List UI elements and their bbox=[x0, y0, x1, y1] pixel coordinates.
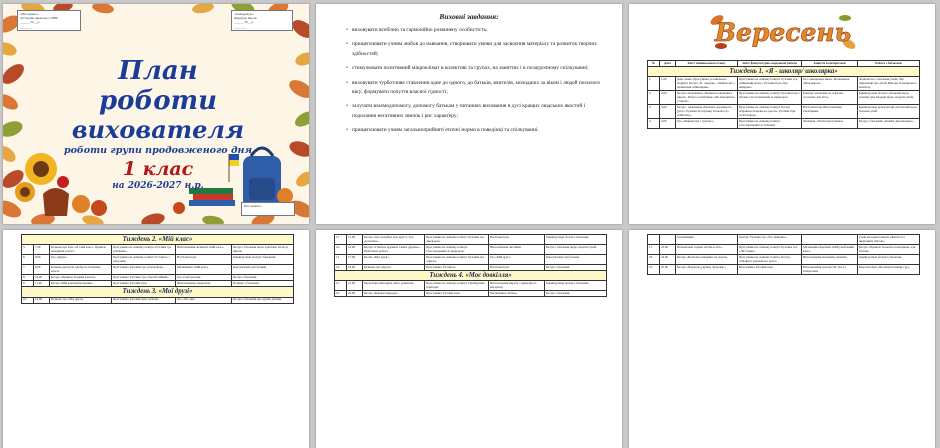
slide-week4[interactable] bbox=[316, 230, 622, 448]
cell: Прогулянка на свіжому повітрі. Естафета з обручами. bbox=[112, 255, 176, 265]
slide-september[interactable] bbox=[629, 4, 935, 224]
cell: Бесіда «Бережи природу». bbox=[363, 291, 425, 297]
cell: 12. bbox=[335, 245, 347, 255]
cell: Виготовлення гри-жестів. Гра за інтересами. bbox=[802, 265, 858, 275]
cell: Бесіда «Подорож у країну Здоров'я». bbox=[676, 265, 738, 275]
september-plan-table bbox=[647, 60, 920, 129]
cell: Прогулянка на свіжому повітрі. Спостереження за природою. bbox=[425, 245, 489, 255]
cell: 10.09 bbox=[34, 275, 50, 281]
table-row bbox=[648, 245, 920, 255]
stamp-right-line: ________ bbox=[234, 24, 247, 29]
week-title: Тиждень 1. «Я - школяр/ школярка» bbox=[648, 67, 920, 77]
week-title: Тиждень 2. «Мій клас» bbox=[22, 235, 294, 245]
table-row bbox=[648, 105, 920, 119]
cell: 5. bbox=[22, 245, 34, 255]
cell: Прогулянка. Естафета. bbox=[425, 265, 489, 271]
table-row bbox=[648, 91, 920, 105]
cell: Прогулянка на свіжому повітрі. Бесіда «Правила безпеки на дорозі». Рухливі ігри «Світлофор». bbox=[738, 105, 802, 119]
cell: Виготовлення аплікації «Мій клас». bbox=[176, 245, 232, 255]
task-item: • виховувати турботливе ставлення одне до одного, до батьків, вчителів, молодших за віком і людей похилого віку; формувати почуття власної гідності; bbox=[346, 79, 608, 98]
task-item: • стимулювати позитивний мікроклімат в колективі та групах, на заняттях і в позаурочному спілкуванні; bbox=[346, 64, 608, 73]
cell: Бесіда з батьками щодо здоров'я дітей. bbox=[545, 245, 607, 255]
table-header: Зміст пізнавального блоку bbox=[676, 61, 738, 67]
table-row bbox=[22, 265, 294, 275]
cell: Розмова-гра «Друзі». bbox=[363, 265, 425, 271]
cell: учнів молодшої школи «Життя без шкідливих звичок». bbox=[858, 235, 920, 245]
cell: 13. bbox=[335, 255, 347, 265]
cell: Виготовлення малюнків-плакатів. bbox=[802, 255, 858, 265]
cover-title-line1: План роботи bbox=[98, 56, 218, 116]
cell: Малювання «Осінь». bbox=[489, 291, 545, 297]
cell: Прогулянка. Рухливі ігри з м'ячем. bbox=[112, 297, 176, 303]
cell: 15. bbox=[335, 281, 347, 291]
table-header: Заняття за інтересами bbox=[802, 61, 858, 67]
stamp-right-line: Директор школи bbox=[234, 16, 257, 21]
cell: Бесіда з батьками: «Режим дня школяра». bbox=[858, 119, 920, 129]
stamp-left-line: ______ 20__ р. bbox=[20, 20, 40, 25]
cell: Консультація «Як обирати цікаву гру». bbox=[858, 265, 920, 275]
signature-box bbox=[241, 202, 295, 216]
cell: Гра «Мій друг». bbox=[489, 255, 545, 265]
table-row bbox=[335, 245, 607, 255]
cell: Прогулянка на свіжому повітрі. Рухлива гра «Друзі». bbox=[425, 255, 489, 265]
cover-title-line2: вихователя bbox=[71, 115, 245, 144]
cell: Бесіда - практикум «Правила дорожнього руху». Руханка під музику. Рольова гра «Пішохід». bbox=[676, 105, 738, 119]
cell: Прогулянка на свіжому повітрі. Спостереження за птахами. bbox=[738, 119, 802, 129]
cover-year: на 2026-2027 н.р. bbox=[112, 181, 204, 191]
week2-plan-table bbox=[21, 234, 294, 304]
table-row bbox=[335, 291, 607, 297]
cell: Прогулянка на свіжому повітрі. Рухлива гра «Швидкий потяг». Рухливі ігри «Хто швидше». bbox=[738, 77, 802, 91]
cell: 14. bbox=[335, 265, 347, 271]
cell: 17.09 bbox=[347, 255, 363, 265]
cell: Бесіда «Безпечна поведінка на дорозі». bbox=[676, 255, 738, 265]
cell: 7.09 bbox=[34, 245, 50, 255]
table-row bbox=[335, 281, 607, 291]
cell: 15.09 bbox=[347, 235, 363, 245]
cell: Прогулянка. Рухливі ігри. bbox=[112, 281, 176, 287]
table-row bbox=[22, 255, 294, 265]
cell: 6. bbox=[22, 255, 34, 265]
cell: Розмова з батьками. bbox=[232, 281, 294, 287]
cell: Малювання фарбами «Мій улюблений клас». bbox=[802, 245, 858, 255]
cell: Настільні ігри. bbox=[176, 255, 232, 265]
cell: повітрі. Рухлива гра «Хто швидше». bbox=[738, 235, 802, 245]
cover-title-block bbox=[63, 56, 253, 192]
cell: 10. bbox=[22, 297, 34, 303]
cell: 11.09 bbox=[34, 281, 50, 287]
cell: Конкурс малюнків на асфальті «Сонечко для літа». bbox=[802, 91, 858, 105]
cell: Розмова про клас «Я і мій клас». Правила поведінки в класі. bbox=[50, 245, 112, 255]
cell: 18.09 bbox=[347, 265, 363, 271]
cell: батьківщини bbox=[676, 235, 738, 245]
cell: 1.09 bbox=[660, 77, 676, 91]
cell: 21.09 bbox=[347, 281, 363, 291]
cell: Екологічна вікторина «Моє довкілля». bbox=[363, 281, 425, 291]
cell: 9.09 bbox=[34, 265, 50, 275]
cell: Пізнавальна година «Осінь в лісі». bbox=[676, 245, 738, 255]
slide-cover[interactable] bbox=[3, 4, 309, 224]
cell: Гра «Ланцюжок імен». Малювання «Моя школа». bbox=[802, 77, 858, 91]
cell: Бесіда-спілкування «Правила поведінки в школі». Робота з пам'яткою «Як поводитись у школі». bbox=[676, 91, 738, 105]
week-title: Тиждень 3. «Мої друзі» bbox=[22, 287, 294, 297]
signature-label: Погоджено: bbox=[244, 204, 262, 208]
cell: Бесіда «Мої друзі». bbox=[363, 255, 425, 265]
stamp-left-line: ________ bbox=[20, 24, 33, 29]
table-row bbox=[648, 119, 920, 129]
cell bbox=[648, 235, 660, 245]
cell: Індивідуальні бесіди з батьками. bbox=[545, 281, 607, 291]
cell: 4. bbox=[648, 119, 660, 129]
cell: 16.09 bbox=[347, 245, 363, 255]
cell: Прогулянка. Рухливі ігри. bbox=[738, 265, 802, 275]
cell: 24.09 bbox=[660, 255, 676, 265]
cell: 9. bbox=[22, 281, 34, 287]
table-row bbox=[22, 297, 294, 303]
cell: Бесіда «Правила безпечної поведінки» для батьків. bbox=[858, 245, 920, 255]
tasks-title: Виховні завдання: bbox=[439, 12, 499, 21]
cell: 4.09 bbox=[660, 119, 676, 129]
cell: Бесіда «Хто потрібен нам друг?». Гра «Сонечко». bbox=[363, 235, 425, 245]
tasks-list bbox=[346, 26, 608, 141]
week-title: Тиждень 4. «Моє довкілля» bbox=[335, 271, 607, 281]
cell: Бесіда з батьками. bbox=[545, 265, 607, 271]
task-item: • прищеплювати учням загальноприйняті етичні норми в поведінці та спілкуванні. bbox=[346, 126, 608, 135]
slide-tasks[interactable] bbox=[316, 4, 622, 224]
cell: Бесіда «Учитися дружити і жити дружно». Практична робота. bbox=[363, 245, 425, 255]
cell: Гра «Знайомство з групою». bbox=[676, 119, 738, 129]
cell: Індивідуальні бесіди з батьками. bbox=[232, 255, 294, 265]
cell: Прогулянка на свіжому повітрі. Прибирання території. bbox=[425, 281, 489, 291]
cell: Ліплення «Улюблена іграшка». bbox=[802, 119, 858, 129]
cell: 23.09 bbox=[660, 245, 676, 255]
stamp-right-line: ______ 20__ р. bbox=[234, 20, 254, 25]
table-header: Робота з батьками bbox=[858, 61, 920, 67]
table-header: № bbox=[648, 61, 660, 67]
cell: 22.09 bbox=[347, 291, 363, 297]
cell: Індивідуальні консультації для батьків щодо безпеки дітей. bbox=[858, 105, 920, 119]
cell: Гра за інтересами. bbox=[176, 275, 232, 281]
table-row bbox=[648, 77, 920, 91]
month-title: Вересень bbox=[714, 18, 852, 47]
cell: 8. bbox=[22, 275, 34, 281]
cell: Прогулянка на свіжому повітрі. Бесіда «Правила дорожнього руху». bbox=[738, 255, 802, 265]
cell: Настільні ігри. bbox=[489, 265, 545, 271]
cell: Бесіда з батьками. bbox=[232, 275, 294, 281]
cell: 1. bbox=[648, 77, 660, 91]
cell: Індивідуальні бесіди з батьками. bbox=[545, 235, 607, 245]
cell: Настільні ігри. bbox=[489, 235, 545, 245]
week4-plan-table bbox=[334, 234, 607, 297]
cell: Гра «Хто ми». bbox=[176, 297, 232, 303]
table-row bbox=[22, 245, 294, 255]
cell: Виготовлення саморобок. bbox=[176, 281, 232, 287]
approval-stamp-left bbox=[17, 10, 81, 31]
cell: Прогулянка. Рухлива гра «Третій зайвий». bbox=[112, 275, 176, 281]
table-row bbox=[648, 235, 920, 245]
cell: Бесіда «Правила безпеки в класі». bbox=[50, 275, 112, 281]
cell: Прогулянка на свіжому повітрі. Рухливі ігри з м'ячем. Спостереження за природою. bbox=[738, 91, 802, 105]
cell: 8.09 bbox=[34, 255, 50, 265]
cell: 25.09 bbox=[660, 265, 676, 275]
task-item: • виховувати всебічно та гармонійно розвинену особистість; bbox=[346, 26, 608, 35]
cell: День знань. Прогулянка до шкільного подвір'я. Бесіда «Я - школяр». Знайомство з правилами «Школярик». bbox=[676, 77, 738, 91]
cell: Настільні ігри. Виготовлення закладинки. bbox=[802, 105, 858, 119]
cell: Бесіда «Мій класний колектив». bbox=[50, 281, 112, 287]
cell: Прогулянка. Рухливі ігри. bbox=[425, 291, 489, 297]
stamp-right-line: «Затверджую» bbox=[234, 12, 254, 16]
cell: Малювання «Мій клас». bbox=[176, 265, 232, 275]
cell: Бесіда з батьками про друзів дитини. bbox=[232, 297, 294, 303]
cell: Консультація для батьків. bbox=[545, 255, 607, 265]
cover-title-line3: роботи групи продовженого дня bbox=[63, 145, 253, 156]
slide-week2-week3[interactable] bbox=[3, 230, 309, 448]
approval-stamp-right bbox=[231, 10, 293, 31]
cell: 17. bbox=[648, 245, 660, 255]
cell: Прогулянка на свіжому повітрі. Рухлива гра «Пташки». bbox=[112, 245, 176, 255]
cell: 3. bbox=[648, 105, 660, 119]
slide-week4-continued[interactable] bbox=[629, 230, 935, 448]
cell: Знайомство з батьками учнів, збір інформації про дітей. Вибори батьківського комітету. bbox=[858, 77, 920, 91]
cell: 19. bbox=[648, 265, 660, 275]
cell: 7. bbox=[22, 265, 34, 275]
cell: 14.09 bbox=[34, 297, 50, 303]
cell: Прогулянка на свіжому повітрі. Рухлива гра «Кольори». bbox=[425, 235, 489, 245]
cell: 2. bbox=[648, 91, 660, 105]
stamp-left-line: Заступник директора з НВР bbox=[20, 16, 58, 21]
cell: Консультація для батьків. bbox=[232, 265, 294, 275]
cell: Виготовлення листівки. bbox=[489, 245, 545, 255]
task-item: • прищеплювати учням любов до навчання, створювати умови для засвоєння матеріалу та розвиток творчих здібностей; bbox=[346, 40, 608, 59]
week4-continued-table bbox=[647, 234, 920, 275]
cell: Індивідуальні бесіди з батьками. bbox=[858, 255, 920, 265]
table-row bbox=[335, 235, 607, 245]
cell: Розмова-дискусія «Доброта в нашому класі». bbox=[50, 265, 112, 275]
cell: Бесіда з батьками. bbox=[545, 291, 607, 297]
cell: Прогулянка на свіжому повітрі. Рухлива гра «Листочки». bbox=[738, 245, 802, 255]
cell: Розмова-гра «Мої друзі». bbox=[50, 297, 112, 303]
cell: 18. bbox=[648, 255, 660, 265]
stamp-left-line: «Погоджено» bbox=[20, 12, 39, 16]
cell bbox=[802, 235, 858, 245]
cover-grade: 1 клас bbox=[122, 158, 194, 180]
table-row bbox=[335, 255, 607, 265]
task-item: • залучати взаємодопомогу, допомогу батькам у питаннях виховання в дусі кращих людських якостей і подолання негативних звичок і рис характеру; bbox=[346, 102, 608, 121]
month-title-banner bbox=[709, 10, 857, 54]
cell: 11. bbox=[335, 235, 347, 245]
cell: 16. bbox=[335, 291, 347, 297]
cell: Бесіда з батьками щодо адаптації дітей до школи. bbox=[232, 245, 294, 255]
table-header: Зміст фізкультурно-оздоровчої роботи bbox=[738, 61, 802, 67]
cell bbox=[660, 235, 676, 245]
table-header: Дата bbox=[660, 61, 676, 67]
cell: Прогулянка. Рухлива гра «Світлофор». bbox=[112, 265, 176, 275]
cell: Гра «Друзі». bbox=[50, 255, 112, 265]
table-row bbox=[648, 255, 920, 265]
cell: Індивідуальні бесіди з батьками щодо режиму дня. Поради щодо здоров'я дітей. bbox=[858, 91, 920, 105]
table-row bbox=[648, 265, 920, 275]
cell: Виготовлення виробу з природного матеріалу. bbox=[489, 281, 545, 291]
cell: 3.09 bbox=[660, 105, 676, 119]
cell: 2.09 bbox=[660, 91, 676, 105]
